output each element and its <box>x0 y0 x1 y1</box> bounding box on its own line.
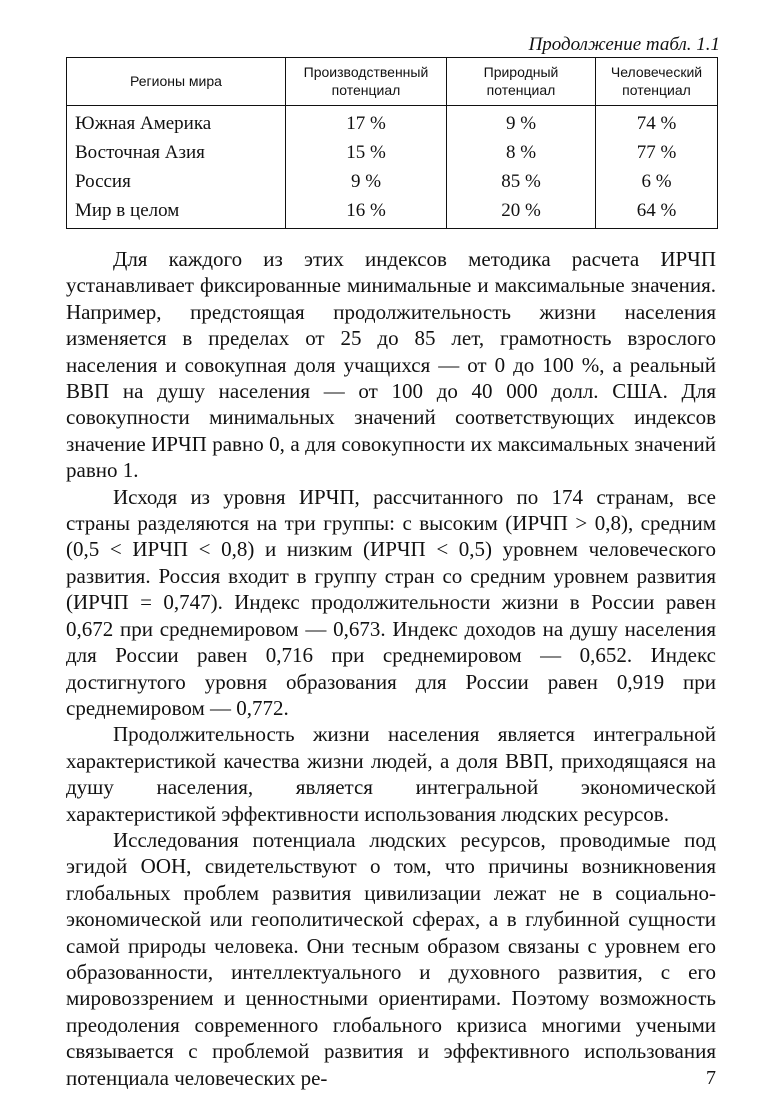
cell-natural: 20 % <box>447 196 596 229</box>
cell-region: Мир в целом <box>67 196 286 229</box>
cell-production: 15 % <box>286 138 447 167</box>
cell-region: Южная Америка <box>67 106 286 139</box>
cell-natural: 9 % <box>447 106 596 139</box>
cell-human: 77 % <box>596 138 718 167</box>
regions-potential-table <box>66 57 718 229</box>
cell-natural: 8 % <box>447 138 596 167</box>
table-row <box>67 167 718 196</box>
table-continuation-caption: Продолжение табл. 1.1 <box>528 34 720 55</box>
header-production: Производственный потенциал <box>286 58 447 106</box>
paragraph: Продолжительность жизни населения является интегральной характеристикой качества жизни людей, а доля ВВП, приходящаяся на душу населения, является интегральной экономической характеристикой эффективности использования людских ресурсов. <box>66 722 716 826</box>
header-human: Человеческий потенциал <box>596 58 718 106</box>
table-row <box>67 106 718 139</box>
table-row <box>67 196 718 229</box>
cell-region: Восточная Азия <box>67 138 286 167</box>
cell-production: 9 % <box>286 167 447 196</box>
body-text <box>66 246 716 1091</box>
table-header-row <box>67 58 718 106</box>
page-number: 7 <box>706 1067 716 1089</box>
cell-natural: 85 % <box>447 167 596 196</box>
cell-production: 16 % <box>286 196 447 229</box>
table-row <box>67 138 718 167</box>
paragraph: Исследования потенциала людских ресурсов, проводимые под эгидой ООН, свидетельствуют о том, что причины возникновения глобальных проблем развития цивилизации лежат не в социально-экономической или геополитической сферах, а в глубинной сущности самой природы человека. Они тесным образом связаны с уровнем его образованности, интеллектуального и духовного развития, с его мировоззрением и ценностными ориентирами. Поэтому возможность преодоления современного глобального кризиса многими учеными связывается с проблемой развития и эффективного использования потенциала человеческих ре- <box>66 827 716 1090</box>
cell-production: 17 % <box>286 106 447 139</box>
cell-human: 64 % <box>596 196 718 229</box>
header-natural: Природный потенциал <box>447 58 596 106</box>
cell-human: 6 % <box>596 167 718 196</box>
paragraph: Для каждого из этих индексов методика расчета ИРЧП устанавливает фиксированные минимальные и максимальные значения. Например, предстоящая продолжительность жизни населения изменяется в пределах от 25 до 85 лет, грамотность взрослого населения и совокупная доля учащихся — от 0 до 100 %, а реальный ВВП на душу населения — от 100 до 40 000 долл. США. Для совокупности минимальных значений соответствующих индексов значение ИРЧП равно 0, а для совокупности их максимальных значений равно 1. <box>66 247 716 483</box>
header-regions: Регионы мира <box>67 58 286 106</box>
cell-human: 74 % <box>596 106 718 139</box>
paragraph: Исходя из уровня ИРЧП, рассчитанного по 174 странам, все страны разделяются на три группы: с высоким (ИРЧП > 0,8), средним (0,5 < ИРЧП < 0,8) и низким (ИРЧП < 0,5) уровнем человеческого развития. Россия входит в группу стран со средним уровнем развития (ИРЧП = 0,747). Индекс продолжительности жизни в России равен 0,672 при среднемировом — 0,673. Индекс доходов на душу населения для России равен 0,716 при среднемировом — 0,652. Индекс достигнутого уровня образования для России равен 0,919 при среднемировом — 0,772. <box>66 484 716 720</box>
cell-region: Россия <box>67 167 286 196</box>
